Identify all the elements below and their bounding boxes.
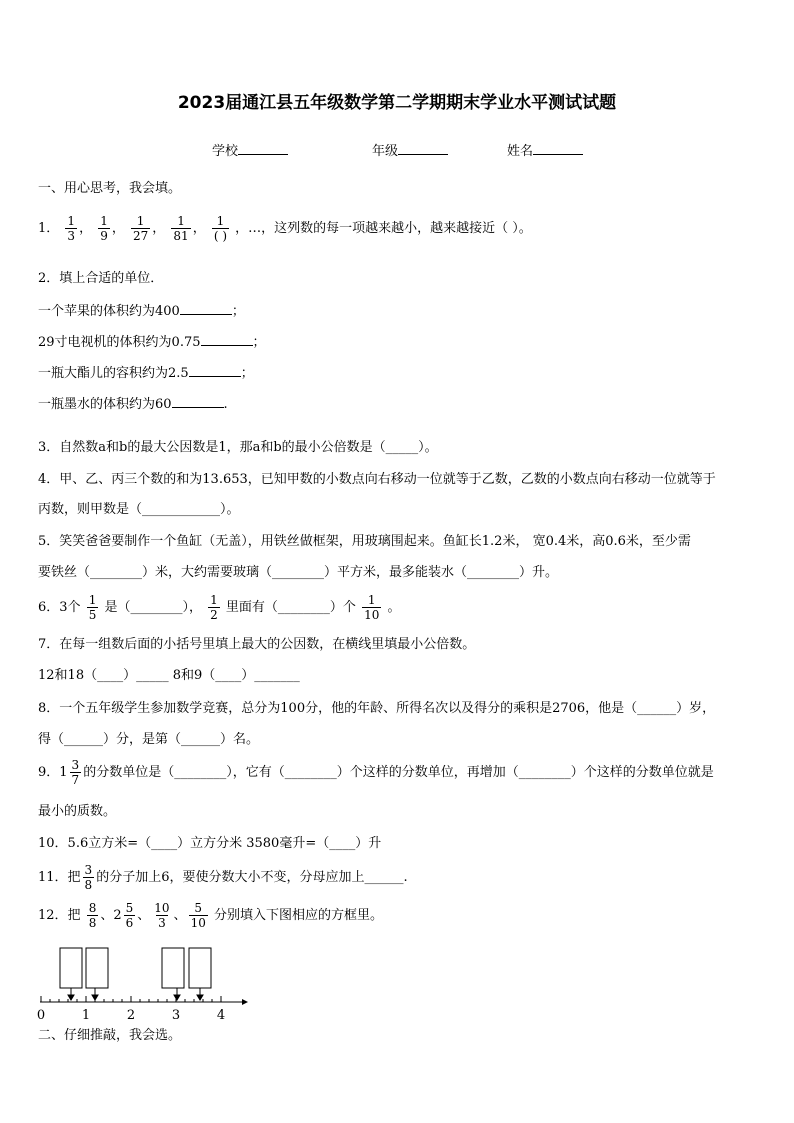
fraction: $\frac{8}{8}$ — [88, 901, 97, 930]
fraction: $\frac{1}{10}$ — [364, 593, 380, 622]
question-5-line-1: 5．笑笑爸爸要制作一个鱼缸（无盖），用铁丝做框架，用玻璃围起来。鱼缸长1.2米， 宽0.4米，高0.6米，至少需 — [38, 534, 691, 549]
fraction: $\frac{1}{5}$ — [88, 593, 97, 622]
page-title: 2023届通江县五年级数学第二学期期末学业水平测试试题 — [177, 93, 617, 113]
fraction: $\frac{3}{7}$ — [71, 758, 80, 787]
fraction: $\frac{1}{3}$ — [67, 214, 76, 243]
question-10: 10．5.6立方米=（____）立方分米 3580毫升=（____）升 — [38, 836, 382, 851]
question-5-line-2: 要铁丝（________）米，大约需要玻璃（________）平方米，最多能装水（________）升。 — [38, 565, 559, 580]
question-8-line-1: 8．一个五年级学生参加数学竞赛，总分为100分，他的年龄、所得名次以及得分的乘积是2706，他是（______）岁， — [38, 701, 716, 716]
question-9-line-2: 最小的质数。 — [38, 804, 117, 819]
tick-label-2: 2 — [126, 1008, 136, 1023]
fraction: $\frac{10}{3}$ — [154, 901, 170, 930]
section-2-heading: 二、仔细推敲，我会选。 — [38, 1028, 182, 1043]
section-1-heading: 一、用心思考，我会填。 — [38, 181, 182, 196]
question-12: 12．把 $\frac{8}{8}$ 、2 $\frac{5}{6}$ 、 $\frac{10}{3}$ 、 $\frac{5}{10}$ 分别填入下图相应的方框里。 — [38, 901, 383, 930]
question-3: 3．自然数a和b的最大公因数是1，那a和b的最小公倍数是（_____）。 — [38, 440, 438, 455]
question-7: 7．在每一组数后面的小括号里填上最大的公因数，在横线里填最小公倍数。 — [38, 637, 476, 652]
answer-box-4 — [189, 948, 211, 988]
question-2-line-1: 一个苹果的体积约为400 ； — [38, 304, 245, 319]
answer-box-2 — [86, 948, 108, 988]
grade-field: 年级 — [372, 140, 448, 159]
ticks — [41, 996, 221, 1002]
question-4-line-2: 丙数，则甲数是（____________）。 — [38, 502, 240, 517]
question-11: 11．把 $\frac{3}{8}$ 的分子加上6，要使分数大小不变，分母应加上______. — [38, 863, 408, 892]
question-2-line-4: 一瓶墨水的体积约为60 . — [38, 397, 228, 412]
school-field: 学校 — [212, 140, 288, 159]
fraction: $\frac{1}{( )}$ — [213, 214, 228, 243]
question-9: 9．1 $\frac{3}{7}$ 的分数单位是（________），它有（________）个这样的分数单位，再增加（________）个这样的分数单位就是 — [38, 758, 714, 787]
fraction: $\frac{1}{27}$ — [132, 214, 149, 243]
axis-arrow — [242, 999, 248, 1005]
tick-label-3: 3 — [171, 1008, 181, 1023]
fraction: $\frac{3}{8}$ — [84, 863, 93, 892]
question-4-line-1: 4．甲、乙、丙三个数的和为13.653，已知甲数的小数点向右移动一位就等于乙数，乙数的小数点向右移动一位就等于 — [38, 472, 716, 487]
question-2-line-2: 29寸电视机的体积约为0.75 ； — [38, 335, 266, 350]
pointer-arrows — [68, 988, 203, 1000]
answer-box-1 — [60, 948, 82, 988]
question-6: 6．3个 $\frac{1}{5}$ 是（________）， $\frac{1}{2}$ 里面有（________）个 $\frac{1}{10}$ 。 — [38, 593, 401, 622]
tick-label-0: 0 — [36, 1008, 46, 1023]
question-2-heading: 2．填上合适的单位． — [38, 271, 164, 286]
question-2-line-3: 一瓶大酯儿的容积约为2.5 ； — [38, 366, 254, 381]
tick-label-1: 1 — [81, 1008, 91, 1023]
fraction: $\frac{5}{6}$ — [125, 901, 134, 930]
number-line-diagram — [36, 940, 266, 1025]
name-field: 姓名 — [507, 140, 583, 159]
tick-label-4: 4 — [216, 1008, 226, 1023]
fraction: $\frac{5}{10}$ — [190, 901, 206, 930]
question-8-line-2: 得（______）分，是第（______）名。 — [38, 732, 260, 747]
question-7-items: 12和18（____）_____ 8和9（____）_______ — [38, 668, 300, 683]
answer-box-3 — [162, 948, 184, 988]
question-1: 1． $\frac{1}{3}$ ， $\frac{1}{9}$ ， $\frac{1}{27}$ ， $\frac{1}{81}$ ， $\frac{1}{( )}$ ，…，这列数的每一项越来越小，越来越接近（ ）。 — [38, 214, 532, 243]
fraction: $\frac{1}{9}$ — [100, 214, 108, 243]
fraction: $\frac{1}{81}$ — [173, 214, 189, 243]
fraction: $\frac{1}{2}$ — [210, 593, 218, 622]
